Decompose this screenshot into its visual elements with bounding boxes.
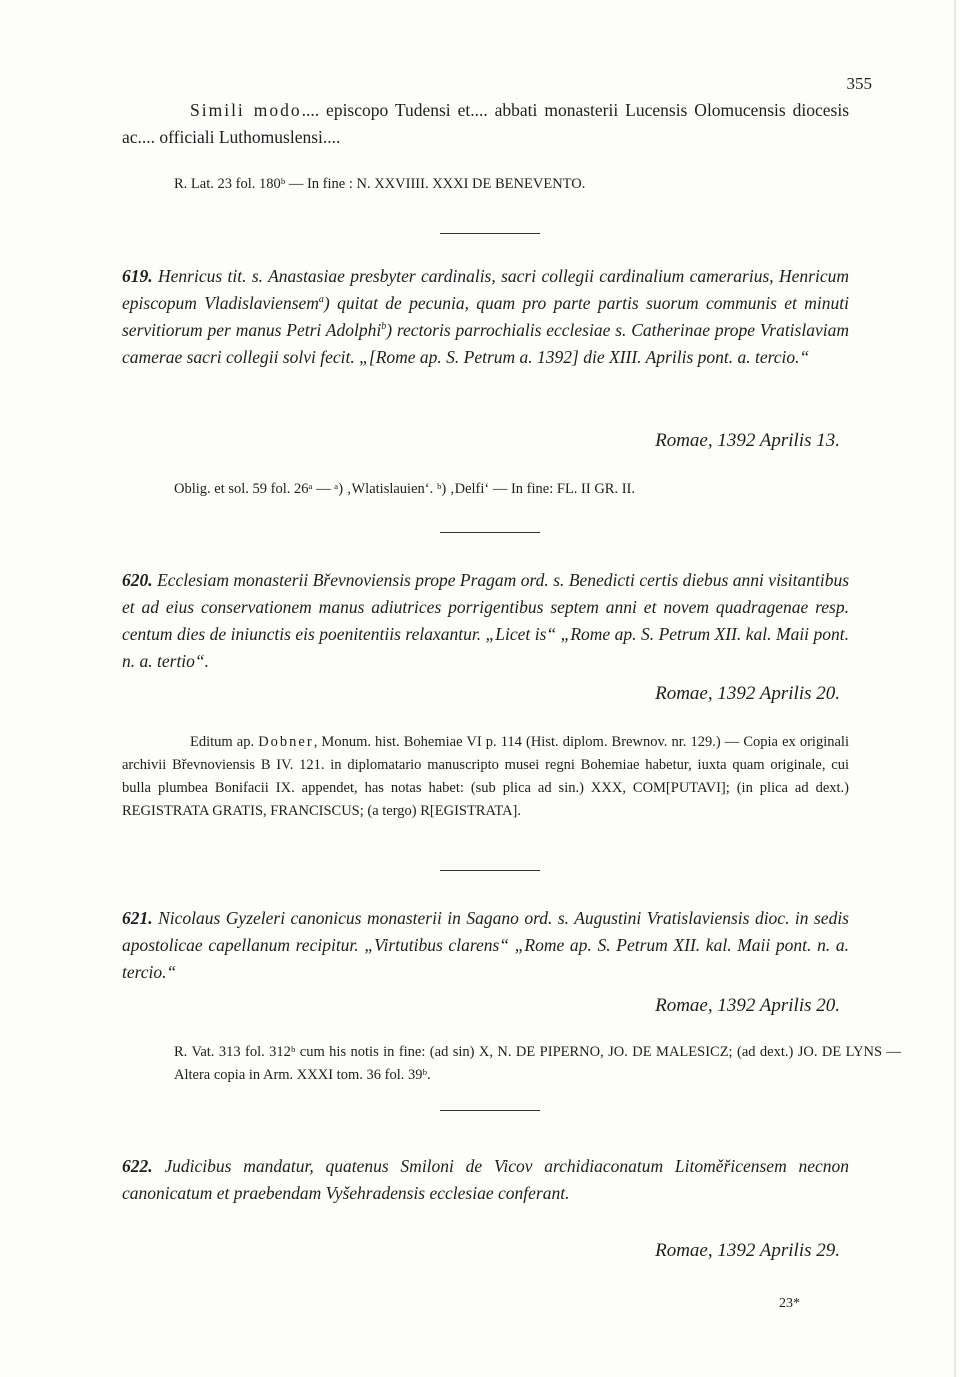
footnote-marker: a <box>318 294 324 306</box>
entry-622-text <box>122 1153 849 1207</box>
entry-text-part: Henricus tit. s. Anastasiae presbyter cardinalis, sacri collegii cardinalium camerarius, Henricum episcopum Vladislaviensem <box>122 266 849 313</box>
divider <box>440 532 540 533</box>
note-text: , Monum. hist. Bohemiae VI p. 114 (Hist. diplom. Brewnov. nr. 129.) — Copia ex originali archivii Břevnoviensis B IV. 121. in diplomatario manuscripto musei regni Bohemiae habetur, iuxta quam originale, cui bulla plumbea Bonifacii IX. appendet, has notas habet: (sub plica ad sin.) XXX, COM[PUTAVI]; (in plica ad dext.) REGISTRATA GRATIS, FRANCISCUS; (a tergo) R[EGISTRATA]. <box>122 734 849 819</box>
entry-date: Romae, 1392 Aprilis 29. <box>655 1240 840 1261</box>
entry-number: 621. <box>122 908 153 928</box>
note-spaced-author: Dobner <box>258 734 314 750</box>
footnote-marker: b <box>381 321 387 333</box>
entry-note: R. Vat. 313 fol. 312ᵇ cum his notis in fine: (ad sin) X, N. DE PIPERNO, JO. DE MALESICZ; (ad dext.) JO. DE LYNS — Altera copia in Arm. XXXI tom. 36 fol. 39ᵇ. <box>174 1044 901 1083</box>
entry-text-part: Nicolaus Gyzeleri canonicus monasterii in Sagano ord. s. Augustini Vratislaviensis dioc. in sedis apostolicae capellanum recipitur. „Virtutibus clarens“ „Rome ap. S. Petrum XII. kal. Maii pont. n. a. tercio.“ <box>122 908 849 982</box>
entry-number: 619. <box>122 266 153 286</box>
intro-text: .... episcopo Tudensi et.... abbati monasterii Lucensis Olomucensis diocesis ac.... officiali Luthomuslensi.... <box>122 100 850 147</box>
entry-620-text <box>122 567 849 675</box>
divider <box>440 233 540 234</box>
page-number: 355 <box>846 74 872 93</box>
intro-note: R. Lat. 23 fol. 180ᵇ — In fine : N. XXVIIII. XXXI DE BENEVENTO. <box>174 176 586 192</box>
entry-text-part: Judicibus mandatur, quatenus Smiloni de Vicov archidiaconatum Litoměřicensem necnon canonicatum et praebendam Vyšehradensis ecclesiae conferant. <box>122 1156 849 1203</box>
signature-mark: 23* <box>779 1296 800 1311</box>
divider <box>440 870 540 871</box>
entry-text-part: Ecclesiam monasterii Břevnoviensis prope Pragam ord. s. Benedicti certis diebus anni visitantibus et ad eius conservationem manus adiutrices porrigentibus septem anni et novem quadragenae resp. centum dies de iniunctis eis poenitentiis relaxantur. „Licet is“ „Rome ap. S. Petrum XII. kal. Maii pont. n. a. tertio“. <box>122 570 850 671</box>
entry-note <box>122 731 849 823</box>
entry-text-part: ) rectoris parrochialis ecclesiae s. Catherinae prope Vratislaviam camerae sacri collegii solvi fecit. „[Rome ap. S. Petrum a. 1392] die XIII. Aprilis pont. a. tercio.“ <box>122 320 849 367</box>
divider <box>440 1110 540 1111</box>
intro-spaced-words: Simili modo <box>190 100 302 120</box>
entry-date: Romae, 1392 Aprilis 20. <box>655 995 840 1016</box>
entry-date: Romae, 1392 Aprilis 20. <box>655 683 840 704</box>
entry-621-text <box>122 905 849 986</box>
page-fold-shadow <box>954 0 956 1377</box>
entry-date: Romae, 1392 Aprilis 13. <box>655 430 840 451</box>
entry-note: Oblig. et sol. 59 fol. 26ᵃ — ᵃ) ‚Wlatislauien‘. ᵇ) ‚Delfi‘ — In fine: FL. II GR. II. <box>174 481 636 497</box>
note-lead: Editum ap. <box>190 734 255 750</box>
entry-number: 620. <box>122 570 153 590</box>
entry-number: 622. <box>122 1156 153 1176</box>
entry-text-part: ) quitat de pecunia, quam pro parte partis suorum communis et minuti servitiorum per manus Petri Adolphi <box>122 293 849 340</box>
entry-619-text <box>122 263 849 371</box>
intro-paragraph <box>122 97 849 151</box>
